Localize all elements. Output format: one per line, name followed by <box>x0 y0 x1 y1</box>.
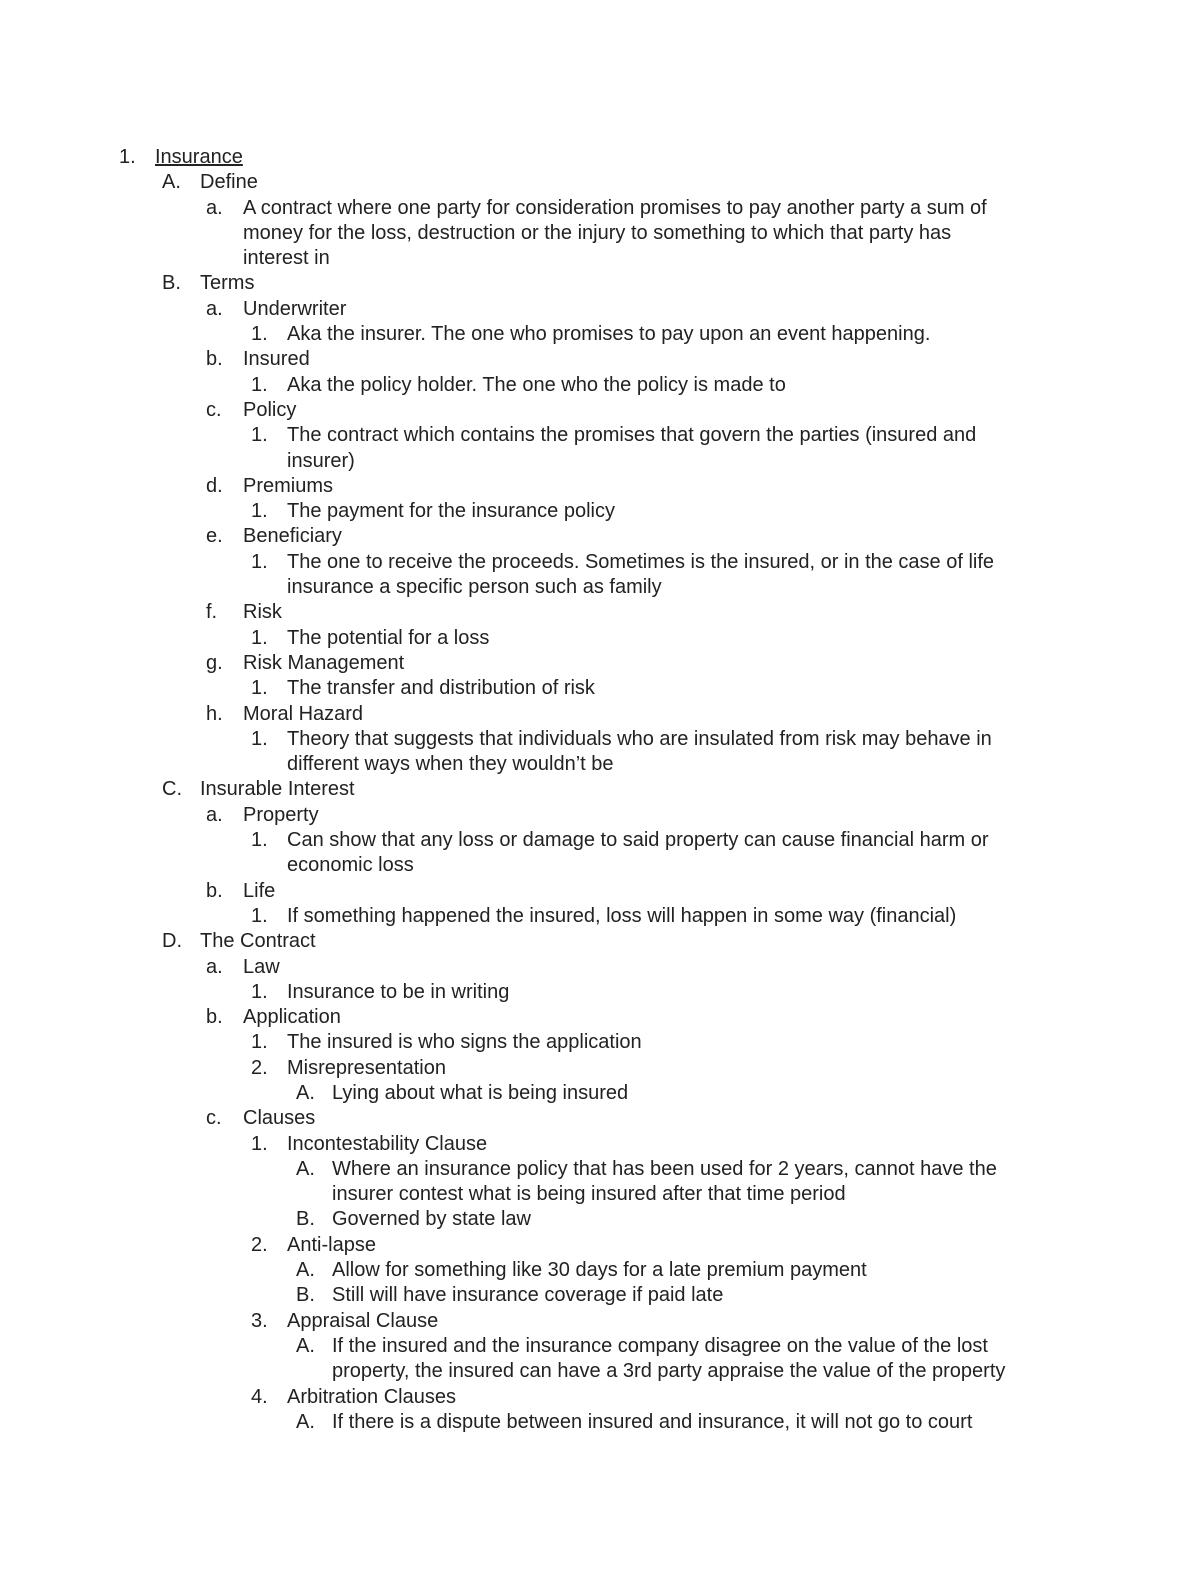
list-item-text: economic loss <box>287 854 414 877</box>
list-item-text: Application <box>243 1006 341 1029</box>
list-marker: 1. <box>251 1132 268 1155</box>
list-item-text: If something happened the insured, loss will happen in some way (financial) <box>287 904 957 927</box>
list-item-text: Insurance to be in writing <box>287 980 510 1003</box>
list-item-text: Terms <box>200 272 255 295</box>
outline-item-level-3 <box>0 398 1200 423</box>
list-marker: A. <box>162 171 181 194</box>
list-item-text: The transfer and distribution of risk <box>287 677 595 700</box>
list-marker: 2. <box>251 1233 268 1256</box>
outline-item-level-2 <box>0 777 1200 802</box>
outline-item-level-4 <box>0 423 1200 448</box>
list-item-text: Insured <box>243 348 310 371</box>
list-marker: 1. <box>251 980 268 1003</box>
outline-item-level-4 <box>0 1056 1200 1081</box>
list-marker: f. <box>206 601 218 624</box>
list-item-text: interest in <box>243 247 330 270</box>
outline-item-level-3-continuation <box>0 221 1200 246</box>
list-item-text: Theory that suggests that individuals who are insulated from risk may behave in <box>287 727 992 750</box>
list-marker: a. <box>206 955 223 978</box>
list-item-text: Allow for something like 30 days for a late premium payment <box>332 1259 867 1282</box>
list-item-text: Can show that any loss or damage to said property can cause financial harm or <box>287 829 989 852</box>
outline-item-level-4 <box>0 828 1200 853</box>
list-item-text: Property <box>243 803 319 826</box>
list-item-text: Risk Management <box>243 651 405 674</box>
list-item-text: If the insured and the insurance company disagree on the value of the lost <box>332 1334 988 1357</box>
list-item-text: Premiums <box>243 474 334 497</box>
list-marker: 1. <box>251 550 268 573</box>
list-marker: D. <box>162 930 182 953</box>
list-item-text: Lying about what is being insured <box>332 1081 629 1104</box>
outline-item-level-3 <box>0 879 1200 904</box>
list-marker: a. <box>206 196 223 219</box>
list-marker: 1. <box>251 424 268 447</box>
list-item-text: The contract which contains the promises that govern the parties (insured and <box>287 424 977 447</box>
list-item-text: Incontestability Clause <box>287 1132 488 1155</box>
list-marker: b. <box>206 879 223 902</box>
outline-item-level-3 <box>0 297 1200 322</box>
outline-item-level-4 <box>0 550 1200 575</box>
outline-item-level-4 <box>0 904 1200 929</box>
list-marker: 1. <box>251 373 268 396</box>
list-marker: B. <box>296 1284 315 1307</box>
list-item-text: Clauses <box>243 1107 316 1130</box>
outline-item-level-3 <box>0 600 1200 625</box>
outline-item-level-3 <box>0 1106 1200 1131</box>
outline-item-level-5 <box>0 1081 1200 1106</box>
list-item-text: Arbitration Clauses <box>287 1385 456 1408</box>
list-item-text: Life <box>243 879 276 902</box>
outline-item-level-4 <box>0 1233 1200 1258</box>
list-item-text: Where an insurance policy that has been used for 2 years, cannot have the <box>332 1157 997 1180</box>
outline-item-level-4 <box>0 626 1200 651</box>
outline-item-level-4 <box>0 499 1200 524</box>
outline-item-level-3 <box>0 803 1200 828</box>
list-marker: c. <box>206 398 222 421</box>
list-marker: A. <box>296 1157 315 1180</box>
list-item-text: Define <box>200 171 258 194</box>
list-marker: B. <box>162 272 181 295</box>
outline-list <box>0 145 1200 1435</box>
outline-item-level-3-continuation <box>0 246 1200 271</box>
list-item-text: The one to receive the proceeds. Sometimes is the insured, or in the case of life <box>287 550 995 573</box>
list-marker: h. <box>206 702 223 725</box>
outline-item-level-4 <box>0 373 1200 398</box>
list-item-text: insurance a specific person such as family <box>287 576 662 599</box>
outline-item-level-4 <box>0 727 1200 752</box>
outline-item-level-3 <box>0 651 1200 676</box>
outline-item-level-4-continuation <box>0 449 1200 474</box>
outline-item-level-5 <box>0 1207 1200 1232</box>
list-marker: 1. <box>251 904 268 927</box>
outline-item-level-5-continuation <box>0 1359 1200 1384</box>
list-marker: 1. <box>251 677 268 700</box>
list-marker: A. <box>296 1334 315 1357</box>
list-item-text: property, the insured can have a 3rd party appraise the value of the property <box>332 1360 1006 1383</box>
list-marker: 1. <box>251 727 268 750</box>
list-item-text: Governed by state law <box>332 1208 531 1231</box>
outline-item-level-4 <box>0 676 1200 701</box>
list-item-text: Underwriter <box>243 297 347 320</box>
outline-item-level-4-continuation <box>0 853 1200 878</box>
outline-item-level-1 <box>0 145 1200 170</box>
list-marker: e. <box>206 525 223 548</box>
list-item-text: A contract where one party for consideration promises to pay another party a sum of <box>243 196 987 219</box>
list-marker: A. <box>296 1410 315 1433</box>
list-marker: 1. <box>251 1031 268 1054</box>
list-item-text: different ways when they wouldn’t be <box>287 753 614 776</box>
list-marker: A. <box>296 1259 315 1282</box>
list-item-text: Risk <box>243 601 282 624</box>
list-item-text: Appraisal Clause <box>287 1309 439 1332</box>
outline-item-level-3 <box>0 955 1200 980</box>
list-item-text: The insured is who signs the application <box>287 1031 642 1054</box>
outline-item-level-4 <box>0 1030 1200 1055</box>
list-marker: a. <box>206 297 223 320</box>
list-marker: 4. <box>251 1385 268 1408</box>
outline-item-level-4 <box>0 1309 1200 1334</box>
list-marker: d. <box>206 474 223 497</box>
list-marker: 3. <box>251 1309 268 1332</box>
outline-item-level-5 <box>0 1334 1200 1359</box>
outline-item-level-3 <box>0 474 1200 499</box>
outline-item-level-3 <box>0 524 1200 549</box>
list-item-text: Anti-lapse <box>287 1233 376 1256</box>
list-marker: c. <box>206 1107 222 1130</box>
outline-item-level-2 <box>0 170 1200 195</box>
list-item-text: Still will have insurance coverage if paid late <box>332 1284 724 1307</box>
list-marker: 1. <box>251 626 268 649</box>
list-marker: b. <box>206 348 223 371</box>
outline-item-level-4-continuation <box>0 752 1200 777</box>
outline-item-level-5-continuation <box>0 1182 1200 1207</box>
list-item-text: Policy <box>243 398 297 421</box>
list-marker: A. <box>296 1081 315 1104</box>
list-item-text: The Contract <box>200 930 316 953</box>
list-item-text: The potential for a loss <box>287 626 490 649</box>
outline-item-level-4-continuation <box>0 575 1200 600</box>
list-marker: 1. <box>251 500 268 523</box>
list-item-text: The payment for the insurance policy <box>287 500 615 523</box>
outline-item-level-4 <box>0 322 1200 347</box>
list-item-text: Aka the policy holder. The one who the policy is made to <box>287 373 786 396</box>
list-marker: b. <box>206 1006 223 1029</box>
outline-item-level-3 <box>0 702 1200 727</box>
list-item-text: Beneficiary <box>243 525 342 548</box>
outline-item-level-5 <box>0 1258 1200 1283</box>
outline-item-level-2 <box>0 271 1200 296</box>
list-item-text: Law <box>243 955 280 978</box>
list-marker: 1. <box>251 323 268 346</box>
list-marker: B. <box>296 1208 315 1231</box>
outline-item-level-3 <box>0 1005 1200 1030</box>
list-item-text: If there is a dispute between insured and insurance, it will not go to court <box>332 1410 973 1433</box>
outline-item-level-5 <box>0 1410 1200 1435</box>
list-marker: g. <box>206 651 223 674</box>
list-marker: 1. <box>251 829 268 852</box>
section-heading: Insurance <box>155 146 243 168</box>
list-item-text: money for the loss, destruction or the injury to something to which that party has <box>243 221 952 244</box>
outline-item-level-2 <box>0 929 1200 954</box>
outline-item-level-4 <box>0 1132 1200 1157</box>
list-item-text: insurer contest what is being insured after that time period <box>332 1183 846 1206</box>
list-item-text: Misrepresentation <box>287 1056 446 1079</box>
outline-item-level-5 <box>0 1157 1200 1182</box>
outline-item-level-3 <box>0 196 1200 221</box>
list-item-text: Insurable Interest <box>200 778 355 801</box>
list-item-text: insurer) <box>287 449 355 472</box>
outline-item-level-5 <box>0 1283 1200 1308</box>
list-marker: a. <box>206 803 223 826</box>
list-marker: 2. <box>251 1056 268 1079</box>
list-item-text: Moral Hazard <box>243 702 364 725</box>
outline-item-level-3 <box>0 347 1200 372</box>
outline-item-level-4 <box>0 1385 1200 1410</box>
list-marker: 1. <box>119 146 136 168</box>
list-item-text: Aka the insurer. The one who promises to pay upon an event happening. <box>287 323 931 346</box>
list-marker: C. <box>162 778 182 801</box>
outline-item-level-4 <box>0 980 1200 1005</box>
